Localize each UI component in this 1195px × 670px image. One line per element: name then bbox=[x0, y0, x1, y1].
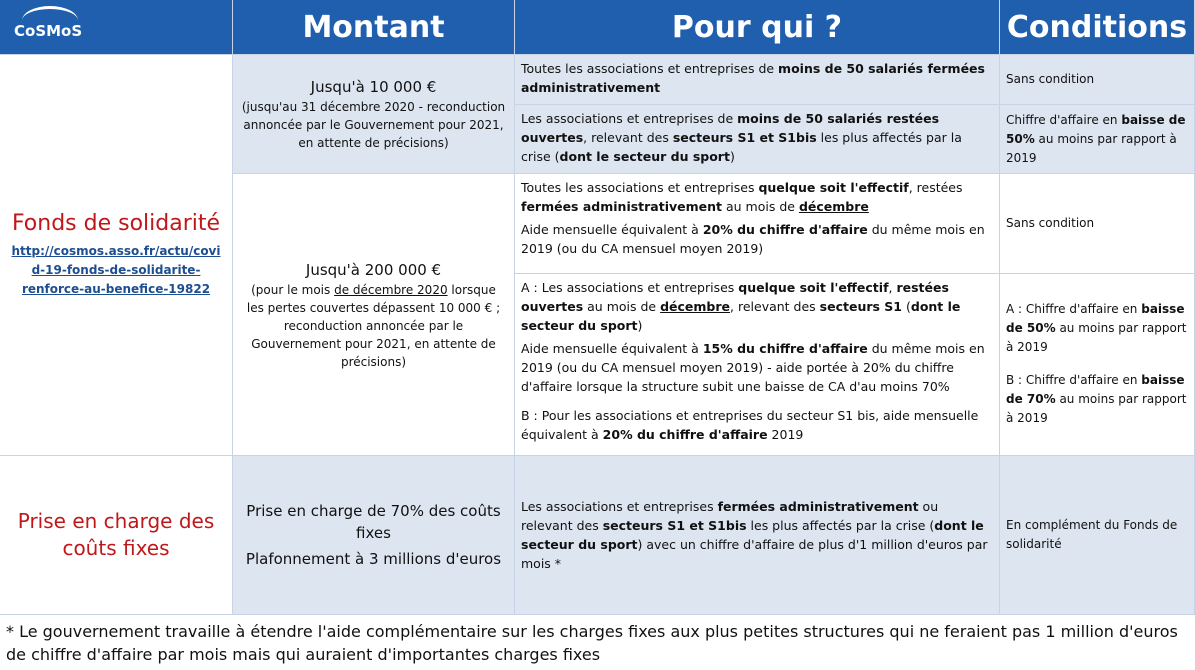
couts-montant-line2: Plafonnement à 3 millions d'euros bbox=[245, 550, 502, 568]
couts-cond: En complément du Fonds de solidarité bbox=[1000, 456, 1195, 615]
montant-10000 bbox=[233, 55, 515, 174]
couts-montant-line1: Prise en charge de 70% des coûts fixes bbox=[246, 502, 501, 542]
montant-10000-amount: Jusqu'à 10 000 € bbox=[310, 78, 437, 96]
logo-cell bbox=[0, 0, 233, 55]
fonds-label-cell bbox=[0, 55, 233, 456]
header-pour-qui: Pour qui ? bbox=[515, 0, 1000, 55]
row3-who: Toutes les associations et entreprises quelque soit l'effectif, restées fermées administrativement au mois de décembre Aide mensuelle équivalent à 20% du chiffre d'affaire du même mois en 2019 (ou du CA mensuel moyen 2019) bbox=[515, 174, 1000, 274]
couts-montant bbox=[233, 456, 515, 615]
montant-200000-amount: Jusqu'à 200 000 € bbox=[305, 260, 442, 279]
cosmos-logo: CoSMoS bbox=[14, 22, 83, 40]
row2-cond: Chiffre d'affaire en baisse de 50% au moins par rapport à 2019 bbox=[1000, 105, 1195, 174]
montant-200000 bbox=[233, 174, 515, 456]
fonds-title: Fonds de solidarité bbox=[11, 211, 221, 236]
header-montant: Montant bbox=[233, 0, 515, 55]
header-conditions: Conditions bbox=[1000, 0, 1195, 55]
montant-200000-detail: (pour le mois de décembre 2020 lorsque les pertes couvertes dépassent 10 000 € ; reconduction annoncée par le Gouvernement pour 2021, en attente de précisions) bbox=[246, 282, 501, 369]
row4-who: A : Les associations et entreprises quelque soit l'effectif, restées ouvertes au mois de décembre, relevant des secteurs S1 (dont le secteur du sport) Aide mensuelle équivalent à 15% du chiffre d'affaire du même mois en 2019 (ou du CA mensuel moyen 2019) - aide portée à 20% du chiffre d'affaire lorsque la structure subit une baisse de CA d'au moins 70% B : Pour les associations et entreprises du secteur S1 bis, aide mensuelle équivalent à 20% du chiffre d'affaire 2019 bbox=[515, 274, 1000, 456]
montant-10000-detail: (jusqu'au 31 décembre 2020 - reconduction annoncée par le Gouvernement pour 2021, en attente de précisions) bbox=[241, 100, 506, 150]
row1-who: Toutes les associations et entreprises de moins de 50 salariés fermées administrativement bbox=[515, 55, 1000, 105]
couts-label-cell bbox=[0, 456, 233, 615]
row3-cond: Sans condition bbox=[1000, 174, 1195, 274]
couts-title: Prise en charge des coûts fixes bbox=[17, 509, 215, 560]
row2-who: Les associations et entreprises de moins de 50 salariés restées ouvertes, relevant des secteurs S1 et S1bis les plus affectés par la crise (dont le secteur du sport) bbox=[515, 105, 1000, 174]
row1-cond: Sans condition bbox=[1000, 55, 1195, 105]
footnote: * Le gouvernement travaille à étendre l'aide complémentaire sur les charges fixes aux plus petites structures qui ne feraient pas 1 million d'euros de chiffre d'affaire par mois mais qui auraient d'importantes charges fixes bbox=[6, 622, 1178, 664]
row4-cond: A : Chiffre d'affaire en baisse de 50% au moins par rapport à 2019 B : Chiffre d'affaire en baisse de 70% au moins par rapport à 2019 bbox=[1000, 274, 1195, 456]
couts-who: Les associations et entreprises fermées administrativement ou relevant des secteurs S1 et S1bis les plus affectés par la crise (dont le secteur du sport) avec un chiffre d'affaire de plus d'1 million d'euros par mois * bbox=[515, 456, 1000, 615]
fonds-link[interactable]: http://cosmos.asso.fr/actu/covi d-19-fonds-de-solidarite- renforce-au-benefice-19822 bbox=[11, 244, 221, 296]
